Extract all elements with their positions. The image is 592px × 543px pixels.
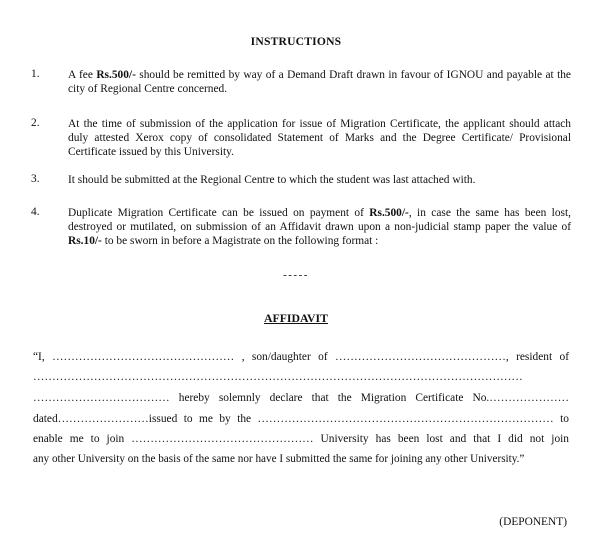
affidavit-line-3: ……………………………… hereby solemnly declare that the Migration Certificate No.………………… bbox=[33, 392, 569, 404]
item-1-text-pre: A fee bbox=[68, 69, 97, 81]
affidavit-line-1: “I, ………………………………………… , son/daughter of ………………………………………, resident of bbox=[33, 351, 569, 363]
item-3-text: It should be submitted at the Regional Centre to which the student was last attached with. bbox=[68, 174, 476, 186]
item-4-text-mid: , in case the same has been lost, destroyed or mutilated, on submission of an Affidavit drawn upon a non-judicial stamp paper the value of bbox=[68, 207, 571, 233]
affidavit-line-4: dated……………………issued to me by the …………………………………………………………………… to bbox=[33, 413, 569, 425]
affidavit-line-5: enable me to join ………………………………………… University has been lost and that I did not join bbox=[33, 433, 569, 445]
item-2-text: At the time of submission of the application for issue of Migration Certificate, the applicant should attach duly attested Xerox copy of consolidated Statement of Marks and the Degree Certificate/ Provisional Certificate issued by this University. bbox=[68, 118, 571, 158]
affidavit-line-6: any other University on the basis of the same nor have I submitted the same for joining any other University.” bbox=[33, 453, 525, 465]
item-4-fee-amount: Rs.500/- bbox=[369, 207, 409, 219]
item-1-text-mid: should be remitted by way of a Demand Draft drawn in favour of IGNOU and payable at the city of Regional Centre concerned. bbox=[68, 69, 571, 95]
separator: ----- bbox=[283, 269, 309, 281]
deponent-signature-label: (DEPONENT) bbox=[499, 516, 567, 528]
item-4-text bbox=[68, 206, 571, 248]
item-1-text bbox=[68, 68, 571, 96]
item-1-fee-amount: Rs.500/- bbox=[96, 69, 136, 81]
item-3-number: 3. bbox=[31, 173, 40, 185]
affidavit-title: AFFIDAVIT bbox=[263, 311, 329, 325]
instructions-title: INSTRUCTIONS bbox=[250, 35, 342, 48]
item-4-text-post: to be sworn in before a Magistrate on the following format : bbox=[101, 235, 379, 247]
item-1-number: 1. bbox=[31, 68, 40, 80]
item-4-number: 4. bbox=[31, 206, 40, 218]
item-4-text-pre: Duplicate Migration Certificate can be issued on payment of bbox=[68, 207, 370, 219]
affidavit-line-2: ………………………………………………………………………………………………………………… bbox=[33, 371, 523, 383]
item-4-stamp-value: Rs.10/- bbox=[68, 235, 102, 247]
item-2-number: 2. bbox=[31, 117, 40, 129]
